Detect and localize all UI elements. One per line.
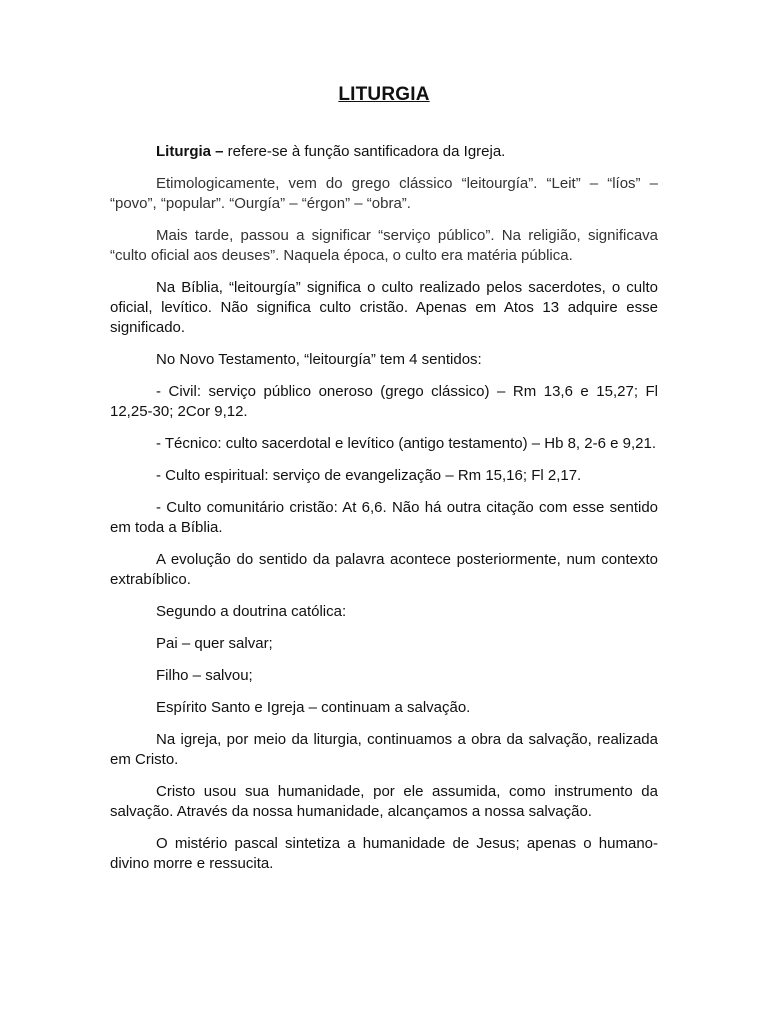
document-title: LITURGIA bbox=[338, 84, 430, 105]
paragraph-public-service: Mais tarde, passou a significar “serviço público”. Na religião, significava “culto oficial aos deuses”. Naquela época, o culto era matéria pública. bbox=[110, 227, 658, 264]
paragraph-sense-community: - Culto comunitário cristão: At 6,6. Não há outra citação com esse sentido em toda a Bíblia. bbox=[110, 499, 658, 536]
paragraph-sense-civil: - Civil: serviço público oneroso (grego clássico) – Rm 13,6 e 15,27; Fl 12,25-30; 2Cor 9,12. bbox=[110, 383, 658, 420]
paragraph-son: Filho – salvou; bbox=[156, 667, 253, 684]
paragraph-father: Pai – quer salvar; bbox=[156, 635, 273, 652]
paragraph-sense-technical: - Técnico: culto sacerdotal e levítico (antigo testamento) – Hb 8, 2-6 e 9,21. bbox=[156, 435, 656, 452]
paragraph-christ-humanity: Cristo usou sua humanidade, por ele assumida, como instrumento da salvação. Através da nossa humanidade, alcançamos a nossa salvação. bbox=[110, 783, 658, 820]
paragraph-sense-spiritual: - Culto espiritual: serviço de evangelização – Rm 15,16; Fl 2,17. bbox=[156, 467, 582, 484]
paragraph-etymology: Etimologicamente, vem do grego clássico “leitourgía”. “Leit” – “líos” – “povo”, “popular”. “Ourgía” – “érgon” – “obra”. bbox=[110, 175, 658, 212]
paragraph-church-liturgy: Na igreja, por meio da liturgia, continuamos a obra da salvação, realizada em Cristo. bbox=[110, 731, 658, 768]
paragraph-evolution: A evolução do sentido da palavra acontece posteriormente, num contexto extrabíblico. bbox=[110, 551, 658, 588]
definition-text: refere-se à função santificadora da Igreja. bbox=[223, 143, 506, 160]
paragraph-doctrine: Segundo a doutrina católica: bbox=[156, 603, 347, 620]
paragraph-bible: Na Bíblia, “leitourgía” significa o culto realizado pelos sacerdotes, o culto oficial, levítico. Não significa culto cristão. Apenas em Atos 13 adquire esse significado. bbox=[110, 279, 658, 336]
term-liturgia: Liturgia – bbox=[156, 143, 224, 160]
paragraph-paschal-mystery: O mistério pascal sintetiza a humanidade de Jesus; apenas o humano-divino morre e ressucita. bbox=[110, 835, 658, 872]
paragraph-holy-spirit: Espírito Santo e Igreja – continuam a salvação. bbox=[156, 699, 471, 716]
paragraph-definition bbox=[110, 142, 658, 162]
paragraph-new-testament: No Novo Testamento, “leitourgía” tem 4 sentidos: bbox=[156, 351, 482, 368]
